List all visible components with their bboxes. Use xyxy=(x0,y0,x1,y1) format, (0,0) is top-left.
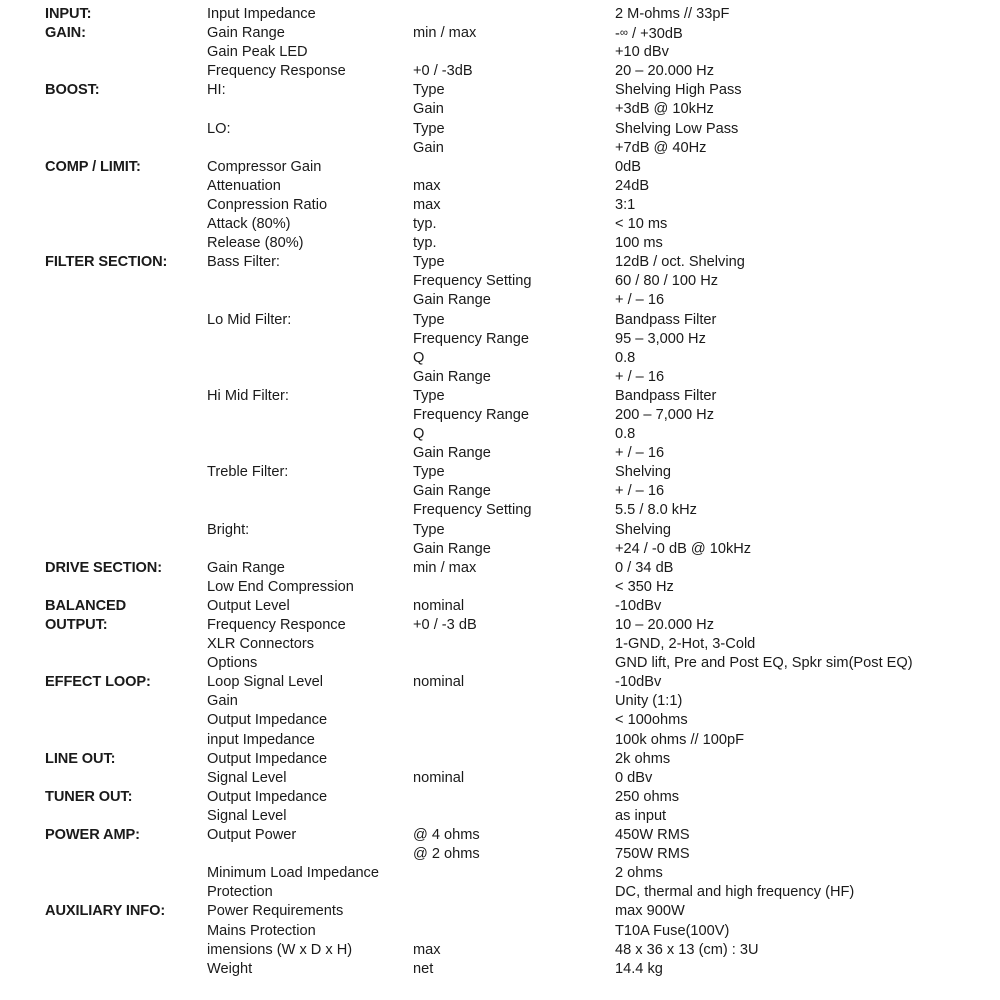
parameter-label: Minimum Load Impedance xyxy=(207,865,379,882)
parameter-label: Protection xyxy=(207,884,273,901)
condition-label: Type xyxy=(413,521,445,538)
spec-row xyxy=(0,673,1000,692)
value-label: 100 ms xyxy=(615,235,663,252)
value-label: 450W RMS xyxy=(615,827,690,844)
value-label: 60 / 80 / 100 Hz xyxy=(615,273,719,290)
parameter-label: Bass Filter: xyxy=(207,254,280,271)
value-label: 14.4 kg xyxy=(615,960,663,977)
condition-label: max xyxy=(413,196,441,213)
parameter-label: Treble Filter: xyxy=(207,464,289,481)
value-label: 0dB xyxy=(615,158,641,175)
parameter-label: Lo Mid Filter: xyxy=(207,311,292,328)
parameter-label: Weight xyxy=(207,960,253,977)
condition-label: Gain Range xyxy=(413,483,491,500)
condition-label: max xyxy=(413,941,441,958)
spec-row xyxy=(0,81,1000,100)
spec-row xyxy=(0,807,1000,826)
condition-label: nominal xyxy=(413,597,465,614)
value-label: 2k ohms xyxy=(615,750,671,767)
spec-row xyxy=(0,692,1000,711)
parameter-label: Gain Range xyxy=(207,559,285,576)
value-label: as input xyxy=(615,807,667,824)
parameter-label: Output Power xyxy=(207,827,297,844)
parameter-label: Gain Peak LED xyxy=(207,44,308,61)
section-label: INPUT: xyxy=(45,6,92,22)
section-label: LINE OUT: xyxy=(45,750,116,767)
section-label: BALANCED xyxy=(45,597,127,614)
condition-label: +0 / -3dB xyxy=(413,63,473,80)
value-label: T10A Fuse(100V) xyxy=(615,922,730,939)
spec-row xyxy=(0,482,1000,501)
spec-row xyxy=(0,521,1000,540)
value-label: 24dB xyxy=(615,177,650,194)
value-label: +24 / -0 dB @ 10kHz xyxy=(615,540,752,557)
parameter-label: Output Level xyxy=(207,597,290,614)
spec-row xyxy=(0,196,1000,215)
spec-row xyxy=(0,597,1000,616)
spec-row xyxy=(0,177,1000,196)
condition-label: Gain Range xyxy=(413,368,491,385)
section-label: AUXILIARY INFO: xyxy=(45,903,166,920)
spec-row xyxy=(0,711,1000,730)
value-label: GND lift, Pre and Post EQ, Spkr sim(Post EQ) xyxy=(615,655,913,672)
value-label: max 900W xyxy=(615,903,685,920)
value-label: 48 x 36 x 13 (cm) : 3U xyxy=(615,941,759,958)
condition-label: Type xyxy=(413,82,445,99)
value-label: Shelving xyxy=(615,464,671,481)
spec-row xyxy=(0,731,1000,750)
value-label: 95 – 3,000 Hz xyxy=(615,330,706,347)
spec-row xyxy=(0,139,1000,158)
section-label: EFFECT LOOP: xyxy=(45,674,151,691)
spec-row xyxy=(0,788,1000,807)
value-label: < 100ohms xyxy=(615,712,688,729)
value-label: 2 M-ohms // 33pF xyxy=(615,6,730,22)
spec-row xyxy=(0,960,1000,979)
value-label: < 350 Hz xyxy=(615,578,674,595)
value-label: 0 / 34 dB xyxy=(615,559,674,576)
parameter-label: Low End Compression xyxy=(207,578,354,595)
spec-row xyxy=(0,559,1000,578)
spec-row xyxy=(0,501,1000,520)
spec-row xyxy=(0,120,1000,139)
spec-row xyxy=(0,769,1000,788)
spec-row xyxy=(0,654,1000,673)
parameter-label: Frequency Responce xyxy=(207,617,346,633)
spec-row xyxy=(0,291,1000,310)
parameter-label: XLR Connectors xyxy=(207,636,315,653)
value-label: 0.8 xyxy=(615,426,636,443)
condition-label: Gain xyxy=(413,101,444,118)
value-label: 1-GND, 2-Hot, 3-Cold xyxy=(615,636,756,653)
condition-label: net xyxy=(413,960,434,977)
parameter-label: Gain Range xyxy=(207,25,285,42)
section-label: POWER AMP: xyxy=(45,827,140,844)
value-label: +7dB @ 40Hz xyxy=(615,139,707,156)
condition-label: @ 4 ohms xyxy=(413,827,480,844)
value-label: Unity (1:1) xyxy=(615,693,683,710)
value-label: 5.5 / 8.0 kHz xyxy=(615,502,697,519)
parameter-label: Output Impedance xyxy=(207,788,328,805)
spec-row xyxy=(0,616,1000,635)
parameter-label: Frequency Response xyxy=(207,63,346,80)
value-label: < 10 ms xyxy=(615,216,668,233)
condition-label: nominal xyxy=(413,769,465,786)
parameter-label: LO: xyxy=(207,120,231,137)
condition-label: Type xyxy=(413,120,445,137)
value-label: 100k ohms // 100pF xyxy=(615,731,744,748)
section-label: BOOST: xyxy=(45,82,100,99)
section-label: GAIN: xyxy=(45,25,86,42)
spec-row xyxy=(0,62,1000,81)
parameter-label: Hi Mid Filter: xyxy=(207,387,289,404)
spec-row xyxy=(0,444,1000,463)
condition-label: Frequency Setting xyxy=(413,502,532,519)
value-label: Shelving xyxy=(615,521,671,538)
condition-label: Type xyxy=(413,254,445,271)
spec-row xyxy=(0,864,1000,883)
spec-row xyxy=(0,349,1000,368)
parameter-label: Gain xyxy=(207,693,238,710)
parameter-label: Output Impedance xyxy=(207,712,328,729)
value-label: 12dB / oct. Shelving xyxy=(615,254,745,271)
parameter-label: Mains Protection xyxy=(207,922,316,939)
spec-row xyxy=(0,24,1000,43)
spec-row xyxy=(0,368,1000,387)
value-label: 0.8 xyxy=(615,349,636,366)
condition-label: Q xyxy=(413,349,425,366)
spec-row xyxy=(0,902,1000,921)
value-label: 3:1 xyxy=(615,196,636,213)
value-label: -10dBv xyxy=(615,674,662,691)
condition-label: min / max xyxy=(413,25,477,42)
value-label: Bandpass Filter xyxy=(615,387,717,404)
condition-label: Frequency Range xyxy=(413,406,530,423)
value-label: Bandpass Filter xyxy=(615,311,717,328)
parameter-label: Bright: xyxy=(207,521,250,538)
parameter-label: Signal Level xyxy=(207,807,287,824)
value-label: -∞ / +30dB xyxy=(615,26,683,43)
spec-row xyxy=(0,941,1000,960)
spec-row xyxy=(0,43,1000,62)
value-label: Shelving High Pass xyxy=(615,82,742,99)
value-label: 200 – 7,000 Hz xyxy=(615,406,714,423)
infinity-symbol: ∞ xyxy=(619,27,628,40)
spec-row xyxy=(0,425,1000,444)
condition-label: typ. xyxy=(413,216,437,233)
spec-row xyxy=(0,922,1000,941)
parameter-label: HI: xyxy=(207,82,226,99)
condition-label: @ 2 ohms xyxy=(413,846,480,863)
spec-row xyxy=(0,158,1000,177)
spec-row xyxy=(0,750,1000,769)
section-label: COMP / LIMIT: xyxy=(45,158,141,175)
condition-label: Type xyxy=(413,311,445,328)
value-label: 2 ohms xyxy=(615,865,663,882)
parameter-label: input Impedance xyxy=(207,731,315,748)
parameter-label: Output Impedance xyxy=(207,750,328,767)
spec-row xyxy=(0,540,1000,559)
condition-label: Gain Range xyxy=(413,292,491,309)
section-label: DRIVE SECTION: xyxy=(45,559,162,576)
condition-label: Frequency Range xyxy=(413,330,530,347)
spec-row xyxy=(0,463,1000,482)
spec-row xyxy=(0,826,1000,845)
section-label: TUNER OUT: xyxy=(45,788,133,805)
value-label: -10dBv xyxy=(615,597,662,614)
parameter-label: imensions (W x D x H) xyxy=(207,941,353,958)
spec-row xyxy=(0,272,1000,291)
value-label: 20 – 20.000 Hz xyxy=(615,63,714,80)
spec-row xyxy=(0,406,1000,425)
value-label: + / – 16 xyxy=(615,292,665,309)
condition-label: min / max xyxy=(413,559,477,576)
spec-row xyxy=(0,845,1000,864)
value-label: + / – 16 xyxy=(615,483,665,500)
section-label: FILTER SECTION: xyxy=(45,254,168,271)
condition-label: Gain Range xyxy=(413,445,491,462)
parameter-label: Attenuation xyxy=(207,177,281,194)
value-label: + / – 16 xyxy=(615,445,665,462)
condition-label: nominal xyxy=(413,674,465,691)
spec-row xyxy=(0,387,1000,406)
condition-label: +0 / -3 dB xyxy=(413,617,477,633)
parameter-label: Attack (80%) xyxy=(207,216,291,233)
spec-row xyxy=(0,253,1000,272)
condition-label: Type xyxy=(413,464,445,481)
spec-row xyxy=(0,215,1000,234)
parameter-label: Compressor Gain xyxy=(207,158,322,175)
parameter-label: Options xyxy=(207,655,258,672)
spec-row xyxy=(0,5,1000,24)
parameter-label: Loop Signal Level xyxy=(207,674,324,691)
value-label: DC, thermal and high frequency (HF) xyxy=(615,884,855,901)
condition-label: Type xyxy=(413,387,445,404)
value-label: +10 dBv xyxy=(615,44,669,61)
parameter-label: Power Requirements xyxy=(207,903,344,920)
spec-row xyxy=(0,883,1000,902)
spec-row xyxy=(0,234,1000,253)
condition-label: Frequency Setting xyxy=(413,273,532,290)
condition-label: typ. xyxy=(413,235,437,252)
spec-row xyxy=(0,330,1000,349)
parameter-label: Conpression Ratio xyxy=(207,196,328,213)
condition-label: Gain xyxy=(413,139,444,156)
value-label: + / – 16 xyxy=(615,368,665,385)
value-label: 250 ohms xyxy=(615,788,680,805)
condition-label: max xyxy=(413,177,441,194)
value-label: +3dB @ 10kHz xyxy=(615,101,714,118)
value-label: 0 dBv xyxy=(615,769,653,786)
parameter-label: Signal Level xyxy=(207,769,287,786)
spec-row xyxy=(0,100,1000,119)
spec-row xyxy=(0,311,1000,330)
value-label: 750W RMS xyxy=(615,846,690,863)
spec-row xyxy=(0,635,1000,654)
value-label: Shelving Low Pass xyxy=(615,120,739,137)
spec-row xyxy=(0,578,1000,597)
condition-label: Gain Range xyxy=(413,540,491,557)
parameter-label: Input Impedance xyxy=(207,6,316,22)
value-label: 10 – 20.000 Hz xyxy=(615,617,714,633)
parameter-label: Release (80%) xyxy=(207,235,304,252)
section-label: OUTPUT: xyxy=(45,617,108,633)
condition-label: Q xyxy=(413,426,425,443)
